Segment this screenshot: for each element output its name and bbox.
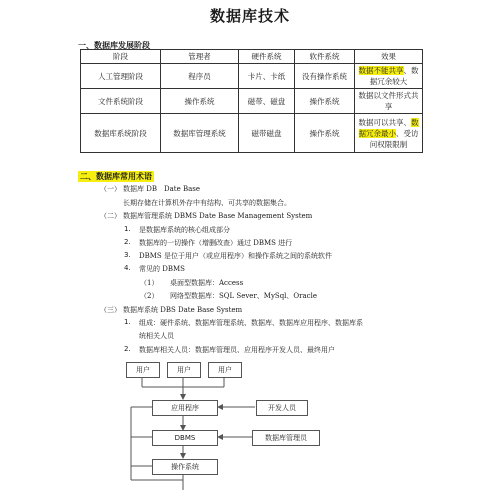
developer-box: 开发人员	[256, 400, 308, 416]
table-cell: 操作系统	[161, 89, 239, 114]
table-cell: 数据库系统阶段	[81, 114, 161, 153]
list-item-number: 1.	[124, 225, 131, 233]
section-heading-terms: 二、数据库常用术语	[80, 172, 152, 181]
table-cell: 人工管理阶段	[81, 64, 161, 89]
list-item-text: 常见的 DBMS	[139, 265, 185, 273]
table-header: 管理者	[161, 50, 239, 64]
list-item-text: 统相关人员	[139, 332, 174, 340]
table-cell: 磁带磁盘	[239, 114, 295, 153]
table-header: 效果	[355, 50, 423, 64]
table-header: 阶段	[81, 50, 161, 64]
list-item-number: （2）	[140, 292, 159, 300]
user-box: 用户	[126, 362, 160, 378]
list-item-text: 桌面型数据库：Access	[170, 279, 244, 287]
list-item-number: 4.	[124, 264, 131, 272]
table-cell: 操作系统	[295, 114, 355, 153]
section-heading-development: 一、数据库发展阶段	[78, 41, 150, 50]
highlighted-text: 数据冗余最小	[358, 117, 419, 138]
table-cell: 程序员	[161, 64, 239, 89]
list-item-text: 长期存储在计算机外存中有结构、可共享的数据集合。	[123, 199, 291, 207]
list-item-text: 网络型数据库：SQL Sever、MySql、Oracle	[170, 292, 317, 300]
table-cell: 数据库管理系统	[161, 114, 239, 153]
dbms-box: DBMS	[152, 430, 218, 446]
list-item-text: DBMS 是位于用户（或应用程序）和操作系统之间的系统软件	[139, 252, 332, 260]
user-box: 用户	[167, 362, 201, 378]
list-item-number: （三）	[100, 306, 121, 314]
list-item-number: 1.	[124, 318, 131, 326]
list-item-text: 数据库管理系统 DBMS Date Base Management System	[123, 212, 313, 220]
table-header: 软件系统	[295, 50, 355, 64]
cell-text: 、数据冗余较大	[369, 66, 419, 86]
list-item-text: 组成：硬件系统、数据库管理系统、数据库、数据库应用程序、数据库系	[139, 319, 363, 327]
list-item-text: 数据库系统 DBS Date Base System	[123, 306, 243, 314]
highlighted-text: 数据不能共享	[358, 66, 404, 75]
list-item-text: 是数据库系统的核心组成部分	[139, 226, 230, 234]
os-box: 操作系统	[152, 459, 218, 475]
application-box: 应用程序	[152, 400, 218, 416]
list-item-number: （1）	[140, 279, 159, 287]
page-title: 数据库技术	[209, 7, 290, 25]
table-cell-effect: 数据以文件形式共享	[355, 89, 423, 114]
cell-text: 数据可以共享、	[358, 117, 411, 127]
list-item-number: 3.	[124, 251, 131, 259]
list-item-number: （二）	[100, 212, 121, 220]
table-cell: 文件系统阶段	[81, 89, 161, 114]
user-box: 用户	[208, 362, 242, 378]
table-cell: 没有操作系统	[295, 64, 355, 89]
list-item-text: 数据库的一切操作（增删改查）通过 DBMS 进行	[139, 239, 293, 247]
table-header: 硬件系统	[239, 50, 295, 64]
table-cell: 磁带、磁盘	[239, 89, 295, 114]
cell-text: 、受访问权限限制	[369, 128, 419, 149]
list-item-number: 2.	[124, 345, 131, 353]
list-item-text: 数据库相关人员：数据库管理员、应用程序开发人员、最终用户	[139, 346, 335, 354]
list-item-number: （一）	[100, 185, 121, 193]
dba-box: 数据库管理员	[252, 430, 320, 446]
table-cell: 操作系统	[295, 89, 355, 114]
list-item-text: 数据库 DB Date Base	[123, 185, 200, 193]
list-item-number: 2.	[124, 238, 131, 246]
table-cell: 卡片、卡纸	[239, 64, 295, 89]
